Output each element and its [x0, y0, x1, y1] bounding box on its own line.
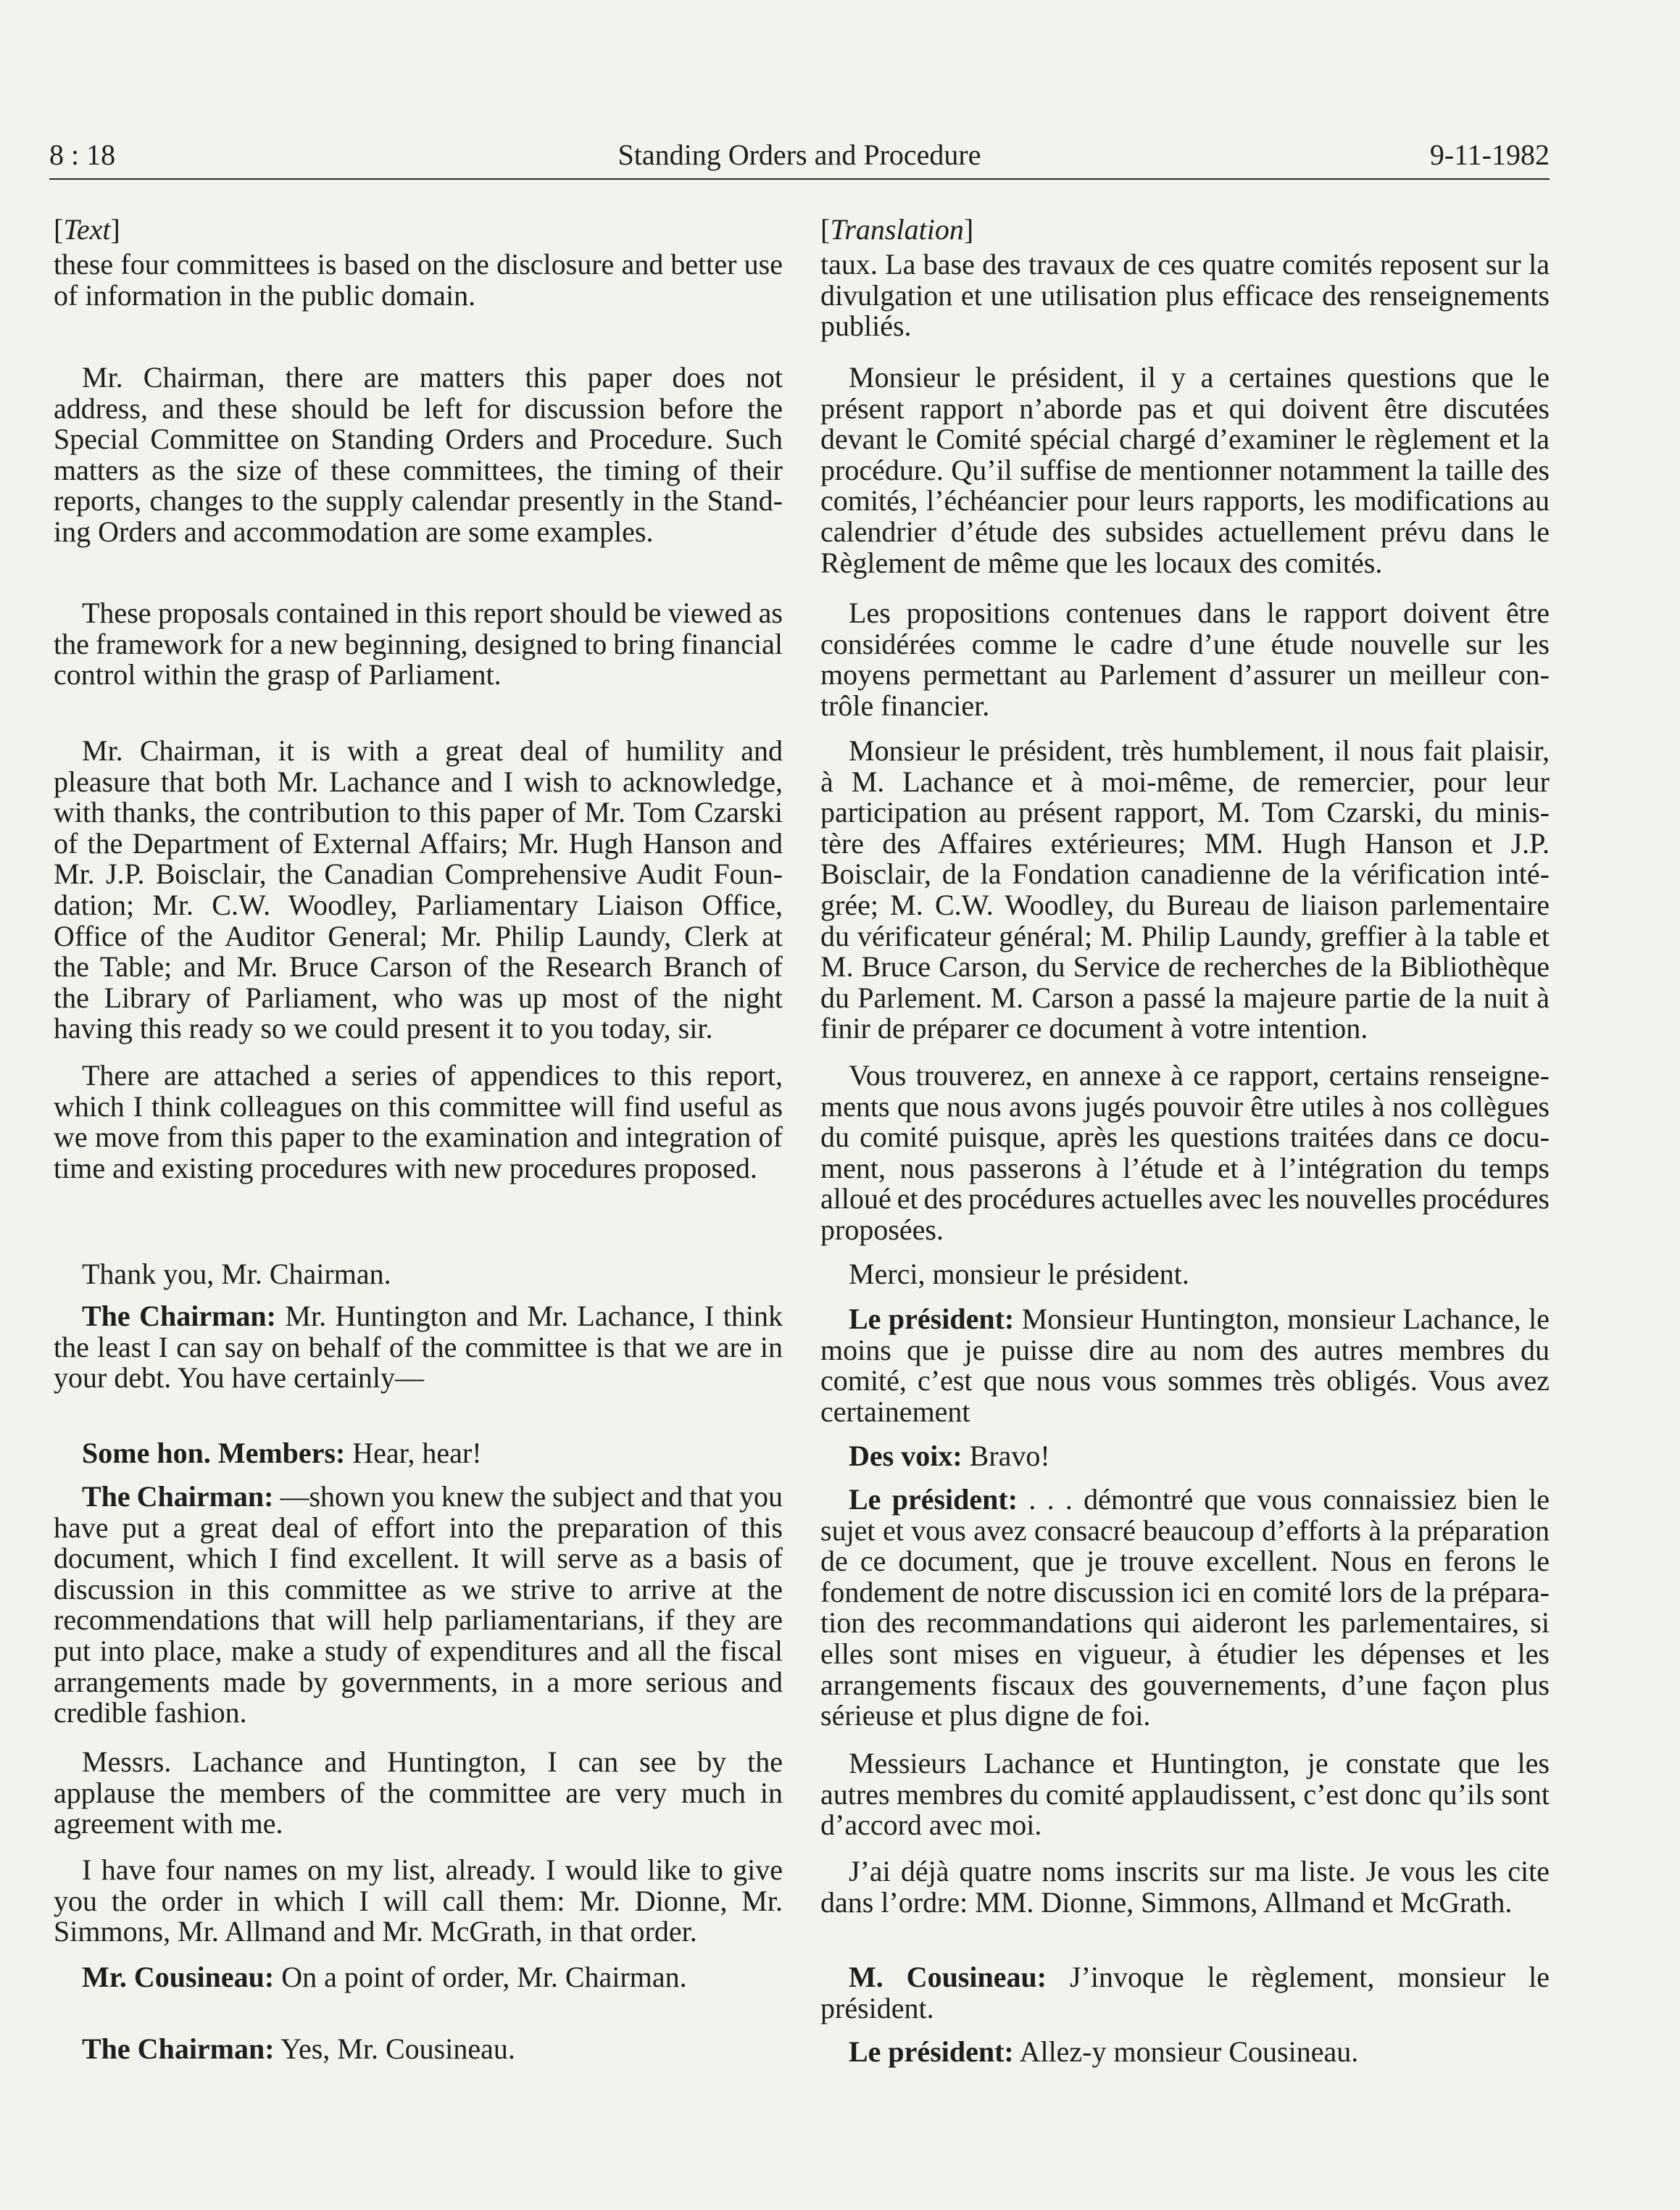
text-line: [820, 1484, 1550, 1516]
speech-paragraph: [54, 2034, 783, 2065]
line-content: proposées.: [820, 1213, 944, 1246]
text-line: [54, 1060, 783, 1092]
line-content: [82, 1482, 783, 1513]
text-line: [54, 486, 783, 517]
line-content: ment, nous passerons à l’étude et à l’intégration du temps: [820, 1151, 1550, 1184]
line-content: du Parlement. M. Carson a passé la majeure partie de la nuit à: [820, 981, 1550, 1014]
speech-paragraph: [54, 1438, 783, 1469]
line-content: document, which I find excellent. It will serve as a basis of: [54, 1542, 783, 1575]
text-line: [54, 1482, 783, 1513]
speech-paragraph: [820, 1304, 1550, 1427]
line-content: ments que nous avons jugés pouvoir être utiles à nos collègues: [820, 1089, 1550, 1123]
line-content: calendrier d’étude des subsides actuellement prévu dans le: [820, 515, 1550, 548]
text-line: [820, 859, 1550, 890]
text-line: [820, 548, 1550, 579]
text-line: [820, 1513, 1550, 1547]
speech-paragraph: [820, 1962, 1550, 2024]
line-text: Monsieur Huntington, monsieur Lachance, le: [1021, 1303, 1550, 1335]
label-bracket-open: [: [820, 213, 831, 246]
line-content: arrangements fiscaux des gouvernements, d’une façon plus: [820, 1668, 1550, 1701]
line-content: de ce document, que je trouve excellent. Nous en ferons le: [820, 1545, 1550, 1578]
line-content: Messrs. Lachance and Huntington, I can see by the: [82, 1745, 783, 1778]
line-content: d’accord avec moi.: [820, 1808, 1042, 1842]
text-line: [820, 1259, 1550, 1290]
line-content: put into place, make a study of expenditures and all the fiscal: [54, 1634, 783, 1667]
label-bracket-close: ]: [110, 213, 120, 246]
text-line: [54, 249, 783, 281]
line-content: autres membres du comité applaudissent, c’est donc qu’ils sont: [820, 1777, 1550, 1811]
line-content: your debt. You have certainly—: [54, 1361, 425, 1395]
line-content: président.: [820, 1991, 934, 2024]
line-text: Allez-y monsieur Cousineau.: [1019, 2035, 1359, 2068]
line-content: Monsieur le président, très humblement, il nous fait plaisir,: [849, 734, 1550, 767]
text-line: [820, 691, 1550, 722]
text-line: [820, 311, 1550, 342]
line-content: the Library of Parliament, who was up most of the night: [54, 981, 783, 1014]
line-content: the least I can say on behalf of the committee is that we are in: [54, 1330, 783, 1363]
text-line: [54, 1574, 783, 1605]
text-line: [54, 1153, 783, 1184]
text-line: [54, 983, 783, 1014]
line-content: ing Orders and accommodation are some examples.: [54, 515, 654, 548]
line-content: M. Bruce Carson, du Service de recherches de la Bibliothèque: [820, 950, 1550, 984]
line-content: these four committees is based on the disclosure and better use: [54, 248, 783, 281]
text-line: [820, 1335, 1550, 1366]
line-content: Thank you, Mr. Chairman.: [82, 1258, 391, 1290]
line-content: taux. La base des travaux de ces quatre comités reposent sur la: [820, 248, 1550, 281]
line-content: moyens permettant au Parlement d’assurer un meilleur con-: [820, 658, 1550, 691]
line-content: Boisclair, de la Fondation canadienne de la vérification inté-: [820, 857, 1550, 891]
text-line: [820, 1153, 1550, 1184]
text-line: [54, 517, 783, 548]
text-line: [54, 1089, 783, 1123]
text-line: [54, 1747, 783, 1778]
text-line: [54, 1808, 783, 1840]
label-word: Text: [63, 213, 111, 246]
line-content: [849, 1484, 1550, 1516]
text-line: [54, 424, 783, 455]
paragraph: [54, 1747, 783, 1840]
speaker-label: Some hon. Members:: [82, 1437, 346, 1469]
text-line: [820, 598, 1550, 629]
line-content: we move from this paper to the examination and integration of: [54, 1121, 783, 1154]
text-line: [820, 1577, 1550, 1608]
text-line: [820, 736, 1550, 767]
text-line: [54, 1013, 783, 1044]
line-content: [849, 1441, 1050, 1472]
text-line: [820, 1993, 1550, 2024]
speaker-label: Le président:: [849, 1483, 1018, 1516]
column-label-translation: [820, 215, 973, 246]
text-line: [820, 1397, 1550, 1428]
line-content: comité, c’est que nous vous sommes très obligés. Vous avez: [820, 1364, 1550, 1397]
text-line: [54, 1332, 783, 1363]
text-line: [54, 952, 783, 983]
line-content: [82, 1438, 482, 1469]
text-line: [54, 859, 783, 890]
text-line: [820, 1700, 1550, 1732]
label-word: Translation: [830, 213, 964, 246]
text-line: [54, 1363, 783, 1394]
text-line: [820, 1670, 1550, 1701]
text-line: [820, 278, 1550, 312]
line-content: [849, 2037, 1358, 2068]
line-content: comités, l’échéancier pour leurs rapports, les modifications au: [820, 484, 1550, 518]
line-content: reports, changes to the supply calendar presently in the Stand-: [54, 484, 783, 518]
text-line: [820, 1962, 1550, 1993]
paragraph: [820, 736, 1550, 1044]
text-line: [820, 249, 1550, 281]
line-content: alloué et des procédures actuelles avec les nouvelles procédures: [820, 1182, 1550, 1216]
text-line: [54, 921, 783, 952]
page-number: 8 : 18: [49, 138, 116, 171]
line-content: address, and these should be left for discussion before the: [54, 391, 783, 425]
publication-title: Standing Orders and Procedure: [617, 138, 981, 171]
line-content: [82, 1962, 687, 1993]
text-line: [54, 1605, 783, 1636]
text-line: [54, 2034, 783, 2065]
text-line: [820, 1748, 1550, 1779]
line-text: Hear, hear!: [352, 1437, 482, 1469]
text-line: [820, 983, 1550, 1014]
text-line: [54, 1698, 783, 1729]
text-line: [820, 517, 1550, 548]
text-line: [820, 1546, 1550, 1577]
speaker-label: Le président:: [849, 1303, 1015, 1335]
text-line: [54, 1778, 783, 1809]
label-bracket-close: ]: [963, 213, 974, 246]
line-text: Mr. Huntington and Mr. Lachance, I think: [285, 1300, 783, 1332]
line-content: pleasure that both Mr. Lachance and I wish to acknowledge,: [54, 765, 783, 798]
text-line: [54, 1916, 783, 1948]
text-line: [820, 362, 1550, 394]
text-line: [54, 660, 783, 691]
text-line: [54, 391, 783, 425]
text-column-english: [54, 0, 783, 2210]
line-content: Mr. Chairman, it is with a great deal of humility and: [82, 734, 783, 767]
paragraph: [820, 1060, 1550, 1246]
line-content: agreement with me.: [54, 1807, 283, 1840]
text-line: [820, 424, 1550, 455]
line-content: [849, 1962, 1550, 1993]
paragraph: [54, 362, 783, 548]
line-content: divulgation et une utilisation plus efficace des renseignements: [820, 278, 1550, 312]
line-content: tère des Affaires extérieures; MM. Hugh Hanson et J.P.: [820, 826, 1550, 860]
speech-paragraph: [820, 1484, 1550, 1732]
text-line: [820, 1089, 1550, 1123]
line-content: of information in the public domain.: [54, 278, 476, 312]
speech-paragraph: [820, 2037, 1550, 2068]
text-line: [820, 1639, 1550, 1670]
text-line: [54, 1855, 783, 1886]
line-content: certainement: [820, 1395, 970, 1428]
text-line: [820, 1304, 1550, 1335]
text-line: [820, 455, 1550, 486]
text-line: [54, 1438, 783, 1469]
line-content: There are attached a series of appendices to this report,: [82, 1059, 783, 1092]
line-content: Vous trouverez, en annexe à ce rapport, certains renseigne-: [849, 1059, 1550, 1092]
line-content: Messieurs Lachance et Huntington, je constate que les: [849, 1747, 1550, 1779]
text-line: [54, 598, 783, 629]
text-line: [54, 1513, 783, 1544]
text-column-french: [820, 0, 1550, 2210]
line-content: the framework for a new beginning, designed to bring financial: [54, 627, 783, 660]
paragraph: [820, 598, 1550, 721]
speaker-label: The Chairman:: [82, 1480, 274, 1513]
line-content: fondement de notre discussion ici en comité lors de la prépara-: [820, 1575, 1550, 1608]
text-line: [820, 1013, 1550, 1044]
text-line: [820, 660, 1550, 691]
speaker-label: M. Cousineau:: [849, 1961, 1047, 1993]
text-line: [54, 767, 783, 798]
text-line: [820, 2037, 1550, 2068]
line-text: Bravo!: [969, 1440, 1050, 1472]
text-line: [820, 828, 1550, 860]
text-line: [54, 362, 783, 394]
text-line: [820, 1779, 1550, 1811]
line-content: time and existing procedures with new procedures proposed.: [54, 1151, 757, 1184]
text-line: [820, 1060, 1550, 1092]
text-line: [54, 1543, 783, 1574]
line-content: du comité puisque, après les questions traitées dans ce docu-: [820, 1121, 1550, 1154]
line-content: [82, 1301, 783, 1332]
text-line: [820, 629, 1550, 660]
text-line: [54, 1636, 783, 1667]
line-content: sujet et vous avez consacré beaucoup d’efforts à la préparation: [820, 1513, 1550, 1547]
paragraph: [820, 362, 1550, 578]
line-content: Office of the Auditor General; Mr. Philip Laundy, Clerk at: [54, 919, 783, 952]
line-content: These proposals contained in this report should be viewed as: [82, 597, 783, 629]
speaker-label: The Chairman:: [82, 2032, 275, 2065]
line-text: —shown you knew the subject and that you: [280, 1480, 783, 1513]
text-line: [820, 797, 1550, 828]
line-content: applause the members of the committee are very much in: [54, 1776, 783, 1809]
line-content: Simmons, Mr. Allmand and Mr. McGrath, in that order.: [54, 1915, 697, 1948]
line-content: you the order in which I will call them: Mr. Dionne, Mr.: [54, 1884, 783, 1917]
line-content: finir de préparer ce document à votre intention.: [820, 1012, 1368, 1045]
text-line: [820, 1366, 1550, 1397]
line-content: Règlement de même que les locaux des comités.: [820, 546, 1383, 579]
line-content: having this ready so we could present it to you today, sir.: [54, 1012, 713, 1045]
text-line: [820, 1215, 1550, 1246]
line-content: moins que je puisse dire au nom des autres membres du: [820, 1333, 1550, 1366]
label-bracket-open: [: [54, 213, 64, 246]
text-line: [54, 278, 783, 312]
speech-paragraph: [54, 1301, 783, 1394]
line-content: Monsieur le président, il y a certaines questions que le: [849, 361, 1550, 394]
line-content: dans l’ordre: MM. Dionne, Simmons, Allmand et McGrath.: [820, 1885, 1513, 1919]
text-line: [54, 455, 783, 486]
paragraph: [820, 1259, 1550, 1290]
text-line: [54, 890, 783, 921]
text-line: [820, 486, 1550, 517]
line-content: trôle financier.: [820, 689, 990, 722]
line-content: considérées comme le cadre d’une étude nouvelle sur les: [820, 627, 1550, 660]
line-content: publiés.: [820, 310, 912, 343]
line-content: have put a great deal of effort into the preparation of this: [54, 1511, 783, 1544]
line-content: Mr. J.P. Boisclair, the Canadian Comprehensive Audit Foun-: [54, 857, 783, 891]
text-line: [820, 1608, 1550, 1639]
line-content: procédure. Qu’il suffise de mentionner notamment la taille des: [820, 453, 1550, 486]
line-content: présent rapport n’aborde pas et qui doivent être discutées: [820, 391, 1550, 425]
text-line: [820, 1887, 1550, 1919]
line-content: dation; Mr. C.W. Woodley, Parliamentary Liaison Office,: [54, 888, 783, 921]
text-line: [54, 736, 783, 767]
line-content: Special Committee on Standing Orders and Procedure. Such: [54, 423, 783, 456]
text-line: [820, 391, 1550, 425]
column-label-text: [54, 215, 120, 246]
line-content: discussion in this committee as we strive to arrive at the: [54, 1572, 783, 1605]
line-content: sérieuse et plus digne de foi.: [820, 1699, 1151, 1732]
line-text: J’invoque le règlement, monsieur le: [1070, 1961, 1550, 1993]
text-line: [54, 629, 783, 660]
line-content: du vérificateur général; M. Philip Laundy, greffier à la table et: [820, 919, 1550, 952]
line-content: with thanks, the contribution to this paper of Mr. Tom Czarski: [54, 796, 783, 829]
header-date: 9-11-1982: [1429, 138, 1550, 171]
text-line: [54, 1962, 783, 1993]
line-content: J’ai déjà quatre noms inscrits sur ma liste. Je vous les cite: [849, 1855, 1550, 1887]
text-line: [54, 797, 783, 828]
line-content: tion des recommandations qui aideront les parlementaires, si: [820, 1606, 1550, 1640]
speaker-label: Des voix:: [849, 1440, 962, 1472]
line-content: arrangements made by governments, in a more serious and: [54, 1665, 783, 1698]
text-line: [54, 1301, 783, 1332]
speaker-label: Le président:: [849, 2035, 1014, 2068]
line-content: Les propositions contenues dans le rapport doivent être: [849, 597, 1550, 629]
text-line: [820, 1184, 1550, 1215]
text-line: [820, 952, 1550, 983]
line-text: Yes, Mr. Cousineau.: [280, 2032, 515, 2065]
text-line: [54, 1667, 783, 1698]
text-line: [820, 1810, 1550, 1841]
text-line: [54, 1886, 783, 1917]
text-line: [820, 921, 1550, 952]
paragraph: [54, 1259, 783, 1290]
line-content: credible fashion.: [54, 1696, 247, 1729]
line-content: of the Department of External Affairs; Mr. Hugh Hanson and: [54, 826, 783, 860]
text-line: [820, 1122, 1550, 1153]
line-content: devant le Comité spécial chargé d’examiner le règlement et la: [820, 423, 1550, 456]
paragraph: [54, 736, 783, 1044]
paragraph: [54, 249, 783, 311]
speaker-label: The Chairman:: [82, 1300, 276, 1332]
text-line: [820, 767, 1550, 798]
text-line: [54, 828, 783, 860]
line-content: the Table; and Mr. Bruce Carson of the Research Branch of: [54, 950, 783, 984]
line-content: I have four names on my list, already. I would like to give: [82, 1853, 783, 1886]
speaker-label: Mr. Cousineau:: [82, 1961, 275, 1993]
text-line: [54, 1259, 783, 1290]
line-text: On a point of order, Mr. Chairman.: [281, 1961, 687, 1993]
line-text: . . . démontré que vous connaissiez bien le: [1028, 1483, 1550, 1516]
text-line: [820, 890, 1550, 921]
paragraph: [820, 249, 1550, 342]
line-content: participation au présent rapport, M. Tom Czarski, du minis-: [820, 796, 1550, 829]
line-content: à M. Lachance et à moi-même, de remercier, pour leur: [820, 765, 1550, 798]
speech-paragraph: [54, 1482, 783, 1729]
speech-paragraph: [820, 1441, 1550, 1472]
paragraph: [820, 1856, 1550, 1918]
paragraph: [820, 1748, 1550, 1841]
speech-paragraph: [54, 1962, 783, 1993]
line-content: grée; M. C.W. Woodley, du Bureau de liaison parlementaire: [820, 888, 1550, 921]
line-content: Mr. Chairman, there are matters this paper does not: [82, 361, 783, 394]
line-content: matters as the size of these committees, the timing of their: [54, 453, 783, 486]
text-line: [820, 1856, 1550, 1887]
line-content: Merci, monsieur le président.: [849, 1258, 1189, 1290]
line-content: control within the grasp of Parliament.: [54, 658, 502, 691]
paragraph: [54, 1060, 783, 1184]
line-content: elles sont mises en vigueur, à étudier les dépenses et les: [820, 1637, 1550, 1670]
line-content: [849, 1304, 1550, 1335]
line-content: recommendations that will help parliamentarians, if they are: [54, 1603, 783, 1637]
line-content: [82, 2034, 515, 2065]
paragraph: [54, 1855, 783, 1948]
text-line: [54, 1122, 783, 1153]
text-line: [820, 1441, 1550, 1472]
paragraph: [54, 598, 783, 691]
line-content: which I think colleagues on this committee will find useful as: [54, 1089, 783, 1123]
